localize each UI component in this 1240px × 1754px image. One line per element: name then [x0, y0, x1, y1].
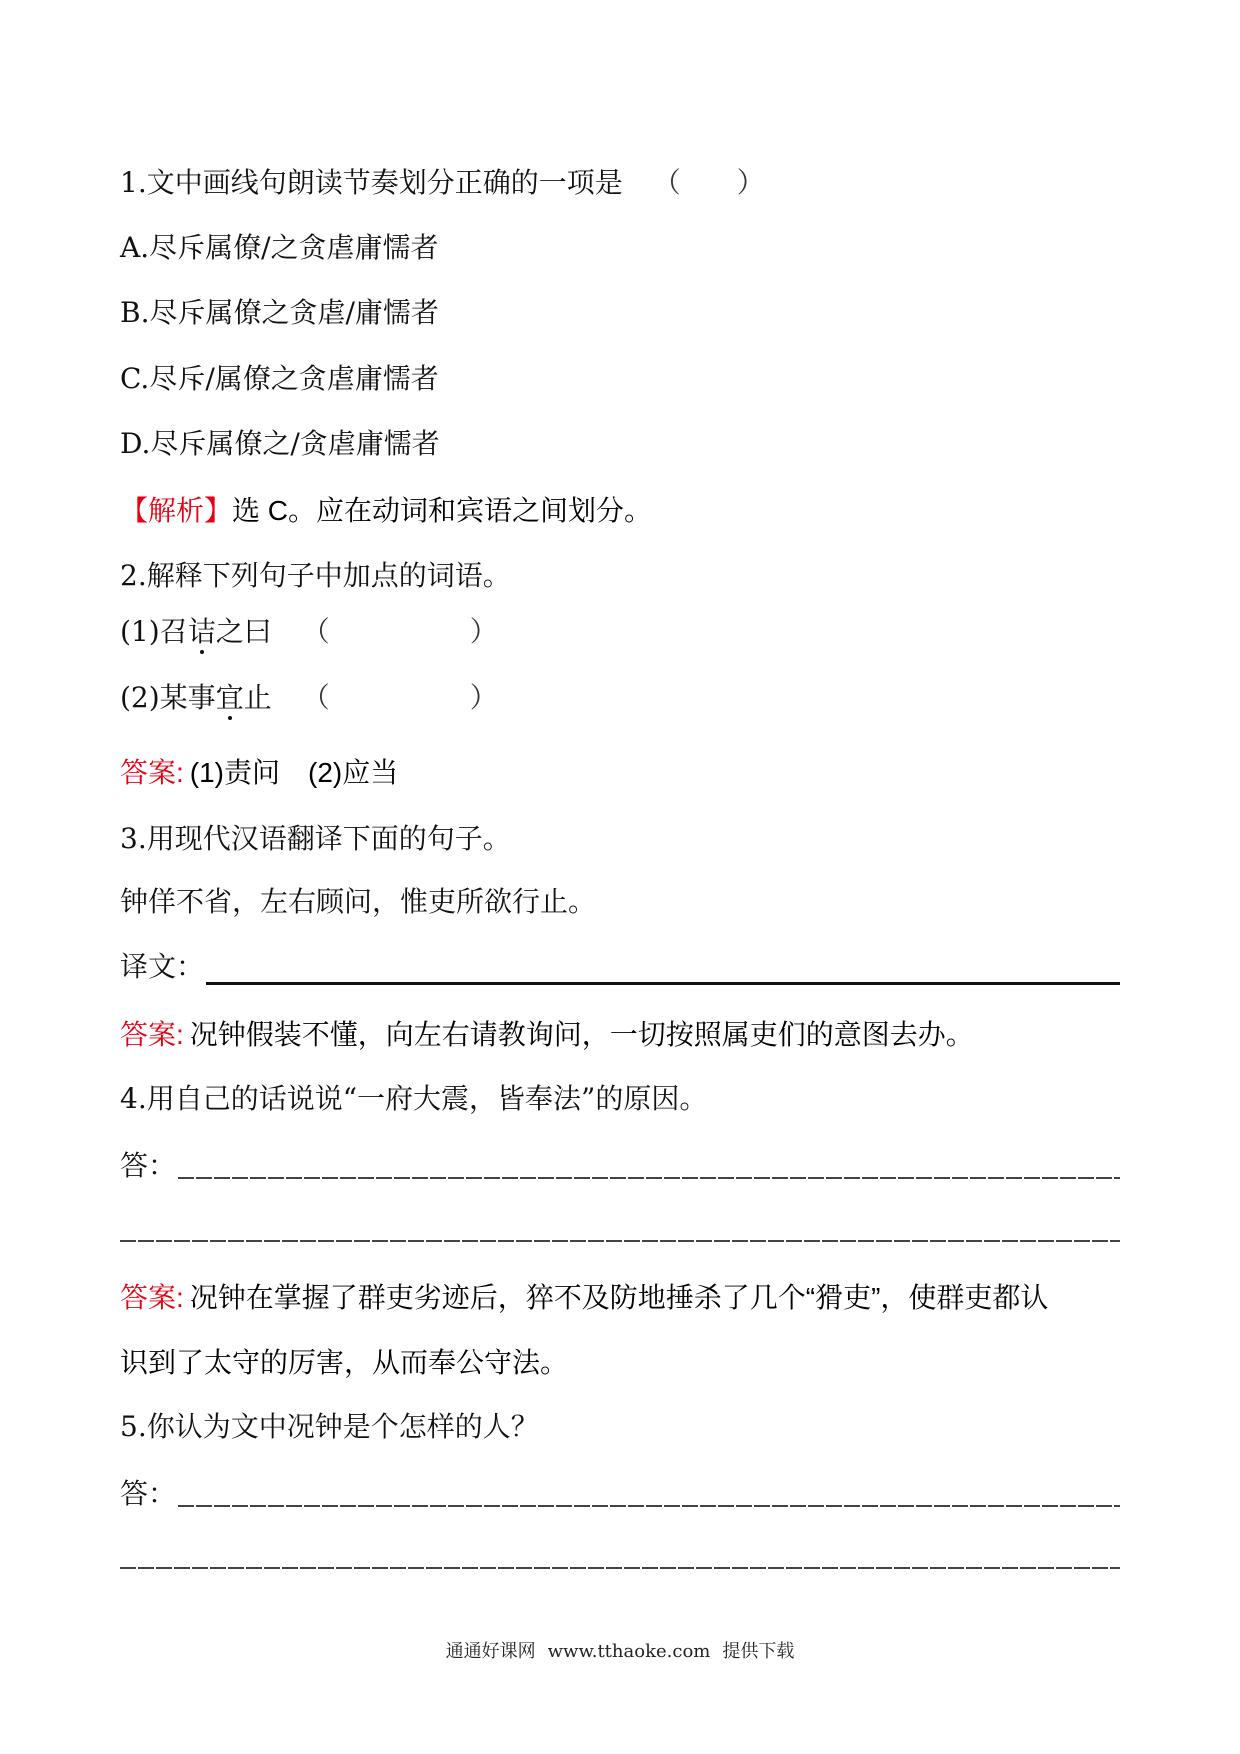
item-blank: （ ）	[301, 681, 498, 714]
item-text-after: 之曰	[215, 615, 272, 648]
answer-text-line-1: 况钟在掌握了群吏劣迹后，猝不及防地捶杀了几个“猾吏”，使群吏都认	[189, 1282, 1049, 1313]
item-number: (2)	[120, 681, 160, 714]
answer-label: 答案:	[120, 757, 184, 788]
question-5-answer-label: 答：	[120, 1477, 177, 1510]
question-2-answer	[120, 755, 398, 791]
option-d: D.尽斥属僚之/贪虐庸懦者	[120, 427, 440, 460]
footer-url: www.tthaoke.com	[547, 1641, 711, 1662]
translation-answer-line	[206, 982, 1120, 985]
answer-line	[120, 1240, 1120, 1242]
item-blank: （ ）	[301, 615, 498, 648]
dotted-character: 宜	[215, 681, 244, 714]
analysis-text: 选 C。应在动词和宾语之间划分。	[232, 495, 653, 526]
answer-line	[178, 1177, 1120, 1179]
item-text-before: 召	[159, 615, 188, 648]
footer-note: 提供下载	[722, 1641, 795, 1662]
dotted-character: 诘	[187, 615, 216, 648]
question-3-answer	[120, 1017, 974, 1053]
answer-line	[120, 1567, 1120, 1569]
answer-label: 答案:	[120, 1019, 184, 1050]
question-1-blank: （ ）	[652, 166, 765, 199]
question-5-stem: 5.你认为文中况钟是个怎样的人？	[120, 1410, 539, 1443]
question-3-stem: 3.用现代汉语翻译下面的句子。	[120, 822, 511, 855]
question-4-answer	[120, 1280, 1048, 1316]
question-2-stem: 2.解释下列句子中加点的词语。	[120, 559, 511, 592]
answer-text-line-2: 识到了太守的厉害，从而奉公守法。	[120, 1347, 569, 1378]
question-2-item-2	[120, 680, 498, 716]
option-b: B.尽斥属僚之贪虐/庸懦者	[120, 296, 439, 329]
question-4-answer-label: 答：	[120, 1149, 177, 1182]
option-c: C.尽斥/属僚之贪虐庸懦者	[120, 362, 439, 395]
translation-label: 译文：	[120, 950, 205, 983]
question-1-stem: 1.文中画线句朗读节奏划分正确的一项是	[120, 166, 623, 199]
answer-line	[178, 1505, 1120, 1507]
item-text-before: 某事	[159, 681, 216, 714]
page-footer	[0, 1640, 1240, 1664]
answer-text: 况钟假装不懂，向左右请教询问，一切按照属吏们的意图去办。	[189, 1019, 974, 1050]
question-2-item-1	[120, 614, 498, 650]
answer-label: 答案:	[120, 1282, 184, 1313]
analysis-label: 【解析】	[120, 495, 233, 526]
footer-site: 通通好课网	[445, 1641, 536, 1662]
question-4-stem: 4.用自己的话说说“一府大震，皆奉法”的原因。	[120, 1082, 708, 1115]
item-text-after: 止	[243, 681, 272, 714]
option-a: A.尽斥属僚/之贪虐庸懦者	[120, 231, 439, 264]
question-3-sentence: 钟佯不省，左右顾问，惟吏所欲行止。	[120, 885, 597, 918]
question-1	[120, 165, 765, 201]
item-number: (1)	[120, 615, 160, 648]
answer-text: (1)责问 (2)应当	[189, 757, 399, 788]
question-1-analysis	[120, 493, 652, 529]
